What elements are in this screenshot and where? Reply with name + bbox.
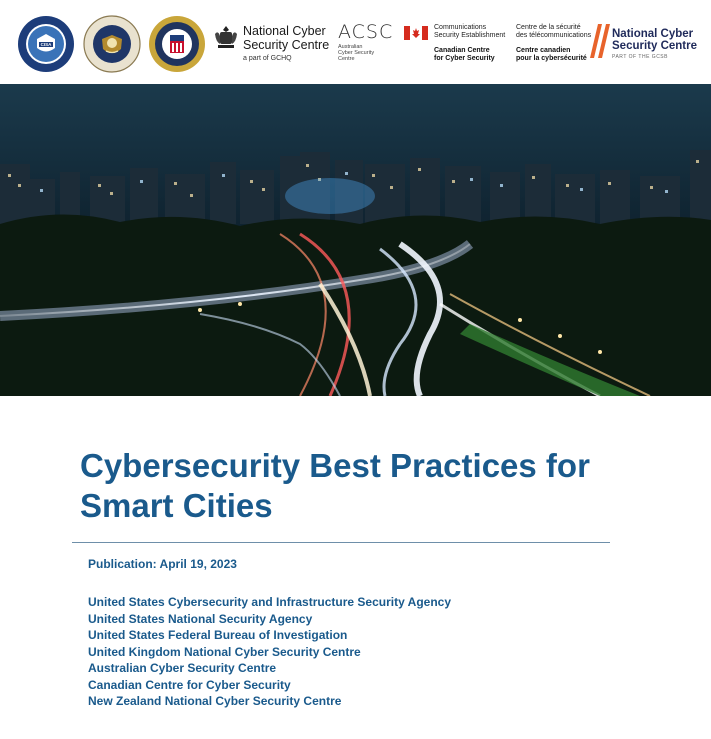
cse-en-line3: Canadian Centre — [434, 47, 490, 54]
cse-fr-line4: pour la cybersécurité — [516, 55, 587, 62]
agency-item: Canadian Centre for Cyber Security — [88, 677, 291, 692]
cisa-seal-logo — [17, 15, 75, 73]
ncsc-nz-name-line1: National Cyber — [612, 28, 694, 40]
agency-item: New Zealand National Cyber Security Centre — [88, 694, 342, 708]
fbi-seal-logo — [148, 15, 206, 73]
agency-item: United Kingdom National Cyber Security Centre — [88, 644, 361, 659]
acsc-logo — [338, 22, 398, 66]
agency-item: United States Federal Bureau of Investigation — [88, 628, 348, 642]
logo-bar — [0, 0, 711, 82]
agency-item: United States Cybersecurity and Infrastructure Security Agency — [88, 595, 451, 609]
publication-date: Publication: April 19, 2023 — [88, 557, 237, 571]
ncsc-uk-logo — [212, 22, 332, 66]
ncsc-nz-tagline: PART OF THE GCSB — [612, 54, 668, 60]
ncsc-nz-name-line2: Security Centre — [612, 40, 698, 52]
canadian-centre-logo-fr — [516, 24, 594, 68]
ncsc-nz-slash-icon — [590, 24, 610, 58]
ncsc-uk-name-line2: Security Centre — [243, 38, 330, 52]
cse-fr-line2: des télécommunications — [516, 32, 592, 39]
cse-en-line2: Security Establishment — [434, 32, 506, 39]
ncsc-uk-name-line1: National Cyber — [243, 24, 326, 38]
royal-crest-icon — [212, 24, 240, 50]
cisa-center-text: CISA — [40, 42, 52, 47]
nsa-seal-logo — [83, 15, 141, 73]
cse-en-line1: Communications — [434, 24, 487, 31]
cse-fr-line1: Centre de la sécurité — [516, 24, 581, 31]
agency-list — [88, 594, 451, 710]
acsc-name-line1: Australian — [338, 44, 363, 50]
canadian-centre-logo-en — [404, 24, 512, 68]
ncsc-nz-logo — [590, 22, 708, 66]
acsc-acronym: ACSC — [338, 21, 394, 43]
cse-fr-line3: Centre canadien — [516, 47, 571, 54]
canada-flag-icon — [404, 26, 428, 40]
agency-item: United States National Security Agency — [88, 611, 313, 626]
document-title: Cybersecurity Best Practices for Smart Cities — [80, 447, 590, 524]
agency-item: Australian Cyber Security Centre — [88, 661, 277, 675]
title-divider — [72, 542, 610, 543]
ncsc-uk-tagline: a part of GCHQ — [243, 55, 292, 62]
acsc-name-line3: Centre — [338, 56, 355, 62]
hero-city-night-photo — [0, 84, 711, 396]
cse-en-line4: for Cyber Security — [434, 55, 495, 62]
acsc-name-line2: Cyber Security — [338, 50, 375, 56]
